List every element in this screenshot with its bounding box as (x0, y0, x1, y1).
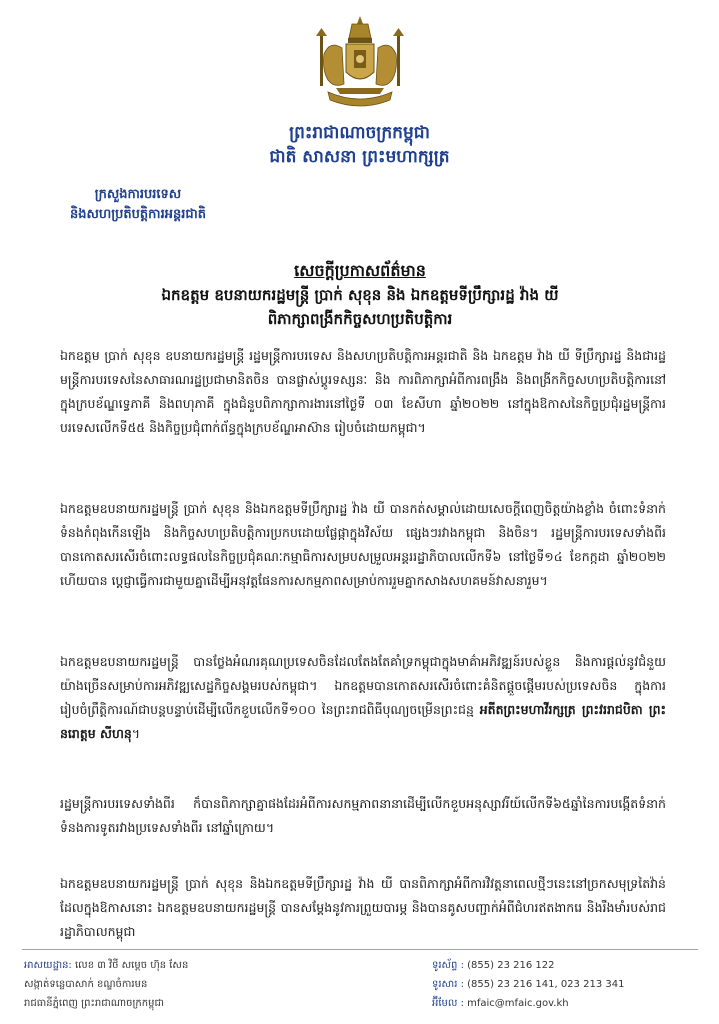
body-paragraph-3-text: ឯកឧត្តមឧបនាយករដ្ឋមន្ត្រី បានថ្លែងអំណរគុណប្រទេសចិនដែលតែងតែគាំទ្រកម្ពុជាក្នុងមាគ៌ាអភិវឌ្ឍន៍របស់ខ្លួន និងការផ្តល់នូវជំនួយយ៉ាងច្រើនសម្រាប់ការអភិវឌ្ឍសេដ្ឋកិច្ចសង្គមរបស់កម្ពុជា។ ឯកឧត្តមបានកោតសរសើរចំពោះគំនិតផ្តួចផ្តើមរបស់ប្រទេសចិន ក្នុងការរៀបចំព្រឹត្តិការណ៍ជាបន្តបន្ទាប់ដើម្បីលើកខួបលើកទី១០០ នៃព្រះរាជពិធីបុណ្យចម្រើនព្រះជន្ម (60, 654, 666, 717)
kingdom-name: ព្រះរាជាណាចក្រកម្ពុជា (289, 123, 430, 143)
press-release-subtitle-line1: ឯកឧត្តម ឧបនាយករដ្ឋមន្ត្រី ប្រាក់ សុខុន និង ឯកឧត្តមទីប្រឹក្សារដ្ឋ វ៉ាង យី (161, 286, 559, 304)
email-address[interactable]: mfaic@mfaic.gov.kh (467, 998, 569, 1009)
phone-label: ទូរស័ព្ទ : (432, 960, 464, 971)
press-release-subtitle-line2: ពិភាក្សាពង្រីកកិច្ចសហប្រតិបត្តិការ (267, 310, 453, 328)
fax-label: ទូរសារ : (432, 979, 464, 990)
body-paragraph-3-end: ។ (131, 726, 141, 741)
footer-contacts (432, 956, 702, 1013)
body-paragraph-3 (60, 650, 666, 746)
royal-coat-of-arms-emblem (314, 14, 406, 114)
body-paragraph-1: ឯកឧត្តម ប្រាក់ សុខុន ឧបនាយករដ្ឋមន្ត្រី រដ្ឋមន្ត្រីការបរទេស និងសហប្រតិបត្តិការអន្តរជាតិ និង ឯកឧត្តម វ៉ាង យី ទីប្រឹក្សារដ្ឋ និងជារដ្ឋមន្ត្រីការបរទេសនៃសាធារណរដ្ឋប្រជាមានិតចិន បានផ្លាស់ប្តូរទស្សនៈ និង ការពិភាក្សាអំពីការពង្រឹង និងពង្រីកកិច្ចសហប្រតិបត្តិការនៅក្នុងក្របខ័ណ្ឌទ្វេភាគី និងពហុភាគី ក្នុងជំនួបពិភាក្សាការងារនៅថ្ងៃទី ០៣ ខែសីហា ឆ្នាំ២០២២ នៅក្នុងឱកាសនៃកិច្ចប្រជុំរដ្ឋមន្ត្រីការបរទេសលើកទី៥៥ និងកិច្ចប្រជុំពាក់ព័ន្ធក្នុងក្របខ័ណ្ឌអាស៊ាន រៀបចំដោយកម្ពុជា។ (60, 348, 666, 435)
address-line3: រាជធានីភ្នំពេញ ព្រះរាជាណាចក្រកម្ពុជា (24, 998, 164, 1009)
footer-divider (22, 949, 698, 950)
address-line1: លេខ ៣ វិថី សម្តេច ហ៊ុន សែន (75, 960, 189, 971)
ministry-name-line2: និងសហប្រតិបត្តិការអន្តរជាតិ (70, 207, 206, 222)
body-paragraph-4: រដ្ឋមន្ត្រីការបរទេសទាំងពីរ ក៏បានពិភាក្សាគ្នាផងដែរអំពីការសកម្មភាពនានាដើម្បីលើកខួបអនុស្សាវរីយ៍លើកទី៦៥ឆ្នាំនៃការបង្កើតទំនាក់ទំនងការទូតរវាងប្រទេសទាំងពីរ នៅឆ្នាំក្រោយ។ (60, 796, 666, 835)
fax-number: (855) 23 216 141, 023 213 341 (467, 979, 625, 990)
press-release-heading: សេចក្តីប្រកាសព័ត៌មាន (294, 261, 426, 280)
footer-address (24, 956, 384, 1013)
address-label: អាសយដ្ឋាន: (24, 960, 72, 971)
body-paragraph-3-royal-title: អតីតព្រះមហាវីរក្សត្រ ព្រះវររាជបិតា ព្រះនរោត្តម សីហនុ (60, 702, 666, 741)
body-paragraph-5: ឯកឧត្តមឧបនាយករដ្ឋមន្ត្រី ប្រាក់ សុខុន និងឯកឧត្តមទីប្រឹក្សារដ្ឋ វ៉ាង យី បានពិភាក្សាអំពីការវិវត្តនាពេលថ្មីៗនេះនៅច្រកសមុទ្រតៃវ៉ាន់ ដែលក្នុងឱកាសនោះ ឯកឧត្តមឧបនាយករដ្ឋមន្ត្រី បានសម្តែងនូវការព្រួយបារម្ភ និងបានគូសបញ្ជាក់អំពីជំហរឥតងាករេ និងរឹងមាំរបស់រាជរដ្ឋាភិបាលកម្ពុជា (60, 876, 666, 939)
address-line2: សង្កាត់ទន្លេបាសាក់ ខណ្ឌចំការមន (24, 979, 148, 990)
phone-number: (855) 23 216 122 (467, 960, 555, 971)
email-label: អ៊ីមែល : (432, 998, 464, 1009)
ministry-name-line1: ក្រសួងការបរទេស (94, 187, 182, 202)
national-motto: ជាតិ សាសនា ព្រះមហាក្សត្រ (269, 147, 450, 167)
body-paragraph-2: ឯកឧត្តមឧបនាយករដ្ឋមន្ត្រី ប្រាក់ សុខុន និងឯកឧត្តមទីប្រឹក្សារដ្ឋ វ៉ាង យី បានកត់សម្គាល់ដោយសេចក្តីពេញចិត្តយ៉ាងខ្លាំង ចំពោះទំនាក់ទំនងកំពុងកើនឡើង និងកិច្ចសហប្រតិបត្តិការប្រកបដោយផ្លែផ្កាក្នុងវិស័យ ផ្សេងៗរវាងកម្ពុជា និងចិន។ រដ្ឋមន្ត្រីការបរទេសទាំងពីរ បានកោតសរសើរចំពោះលទ្ធផលនៃកិច្ចប្រជុំគណៈកម្មាធិការសម្របសម្រួលអន្តររដ្ឋាភិបាលលើកទី៦ នៅថ្ងៃទី១៤ ខែកក្កដា ឆ្នាំ២០២២ ហើយបាន ប្តេជ្ញាធ្វើការជាមួយគ្នាដើម្បីអនុវត្តផែនការសកម្មភាពសម្រាប់ការរួមគ្នាកសាងសហគមន៍វាសនារួម។ (60, 501, 666, 588)
